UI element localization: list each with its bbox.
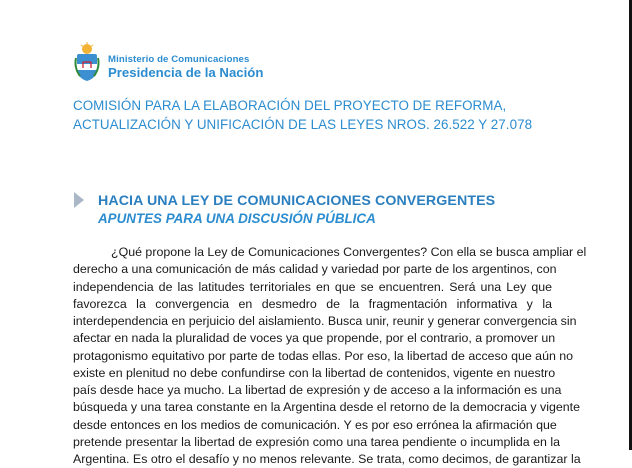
paragraph-line: búsqueda y una tarea constante en la Argentina desde el retorno de la democracia y vigente [73, 400, 580, 415]
paragraph-line: existe en plenitud no debe confundirse con la libertad de contenidos, vigente en nuestro [73, 365, 556, 380]
section-title: HACIA UNA LEY DE COMUNICACIONES CONVERGENTES [98, 193, 496, 209]
paragraph-line: interdependencia en perjuicio del aislamiento. Busca unir, reunir y generar convergencia sin [73, 314, 577, 328]
commission-line-2: ACTUALIZACIÓN Y UNIFICACIÓN DE LAS LEYES NROS. 26.522 Y 27.078 [73, 117, 533, 132]
argentina-coat-of-arms-icon [74, 42, 100, 82]
paragraph-line: favorezca la convergencia en desmedro de la fragmentación informativa y la [73, 296, 552, 311]
paragraph-line: ¿Qué propone la Ley de Comunicaciones Convergentes? Con ella se busca ampliar el [111, 245, 587, 259]
section-subtitle: APUNTES PARA UNA DISCUSIÓN PÚBLICA [98, 211, 376, 226]
paragraph-line: Argentina. Es otro el desafío y no menos relevante. Se trata, como decimos, de garantizar la [73, 452, 581, 466]
commission-heading [73, 96, 593, 134]
commission-line-1: COMISIÓN PARA LA ELABORACIÓN DEL PROYECTO DE REFORMA, [73, 98, 507, 113]
paragraph-line: protagonismo equitativo por parte de todas ellas. Por eso, la libertad de acceso que aún no [73, 348, 574, 363]
paragraph-line: afectar en nada la pluralidad de voces ya que propende, por el contrario, a promover un [73, 331, 556, 346]
paragraph-line: pretende presentar la libertad de expresión como una tarea pendiente o incumplida en la [73, 434, 560, 449]
organization-name [108, 54, 263, 80]
paragraph-line: país desde hace ya mucho. La libertad de expresión y de acceso a la información es una [73, 383, 562, 397]
paragraph-line: desde entonces en los medios de comunicación. Y es por eso errónea la afirmación que [73, 417, 557, 432]
paragraph-line: derecho a una comunicación de más calidad y variedad por parte de los argentinos, con [73, 262, 557, 277]
chevron-right-icon [74, 192, 84, 208]
ministry-name: Ministerio de Comunicaciones [108, 54, 250, 65]
presidency-name: Presidencia de la Nación [108, 65, 264, 80]
body-paragraph [73, 244, 587, 468]
paragraph-line: independencia de las latitudes territoriales en que se encuentren. Será una Ley que [73, 279, 552, 294]
